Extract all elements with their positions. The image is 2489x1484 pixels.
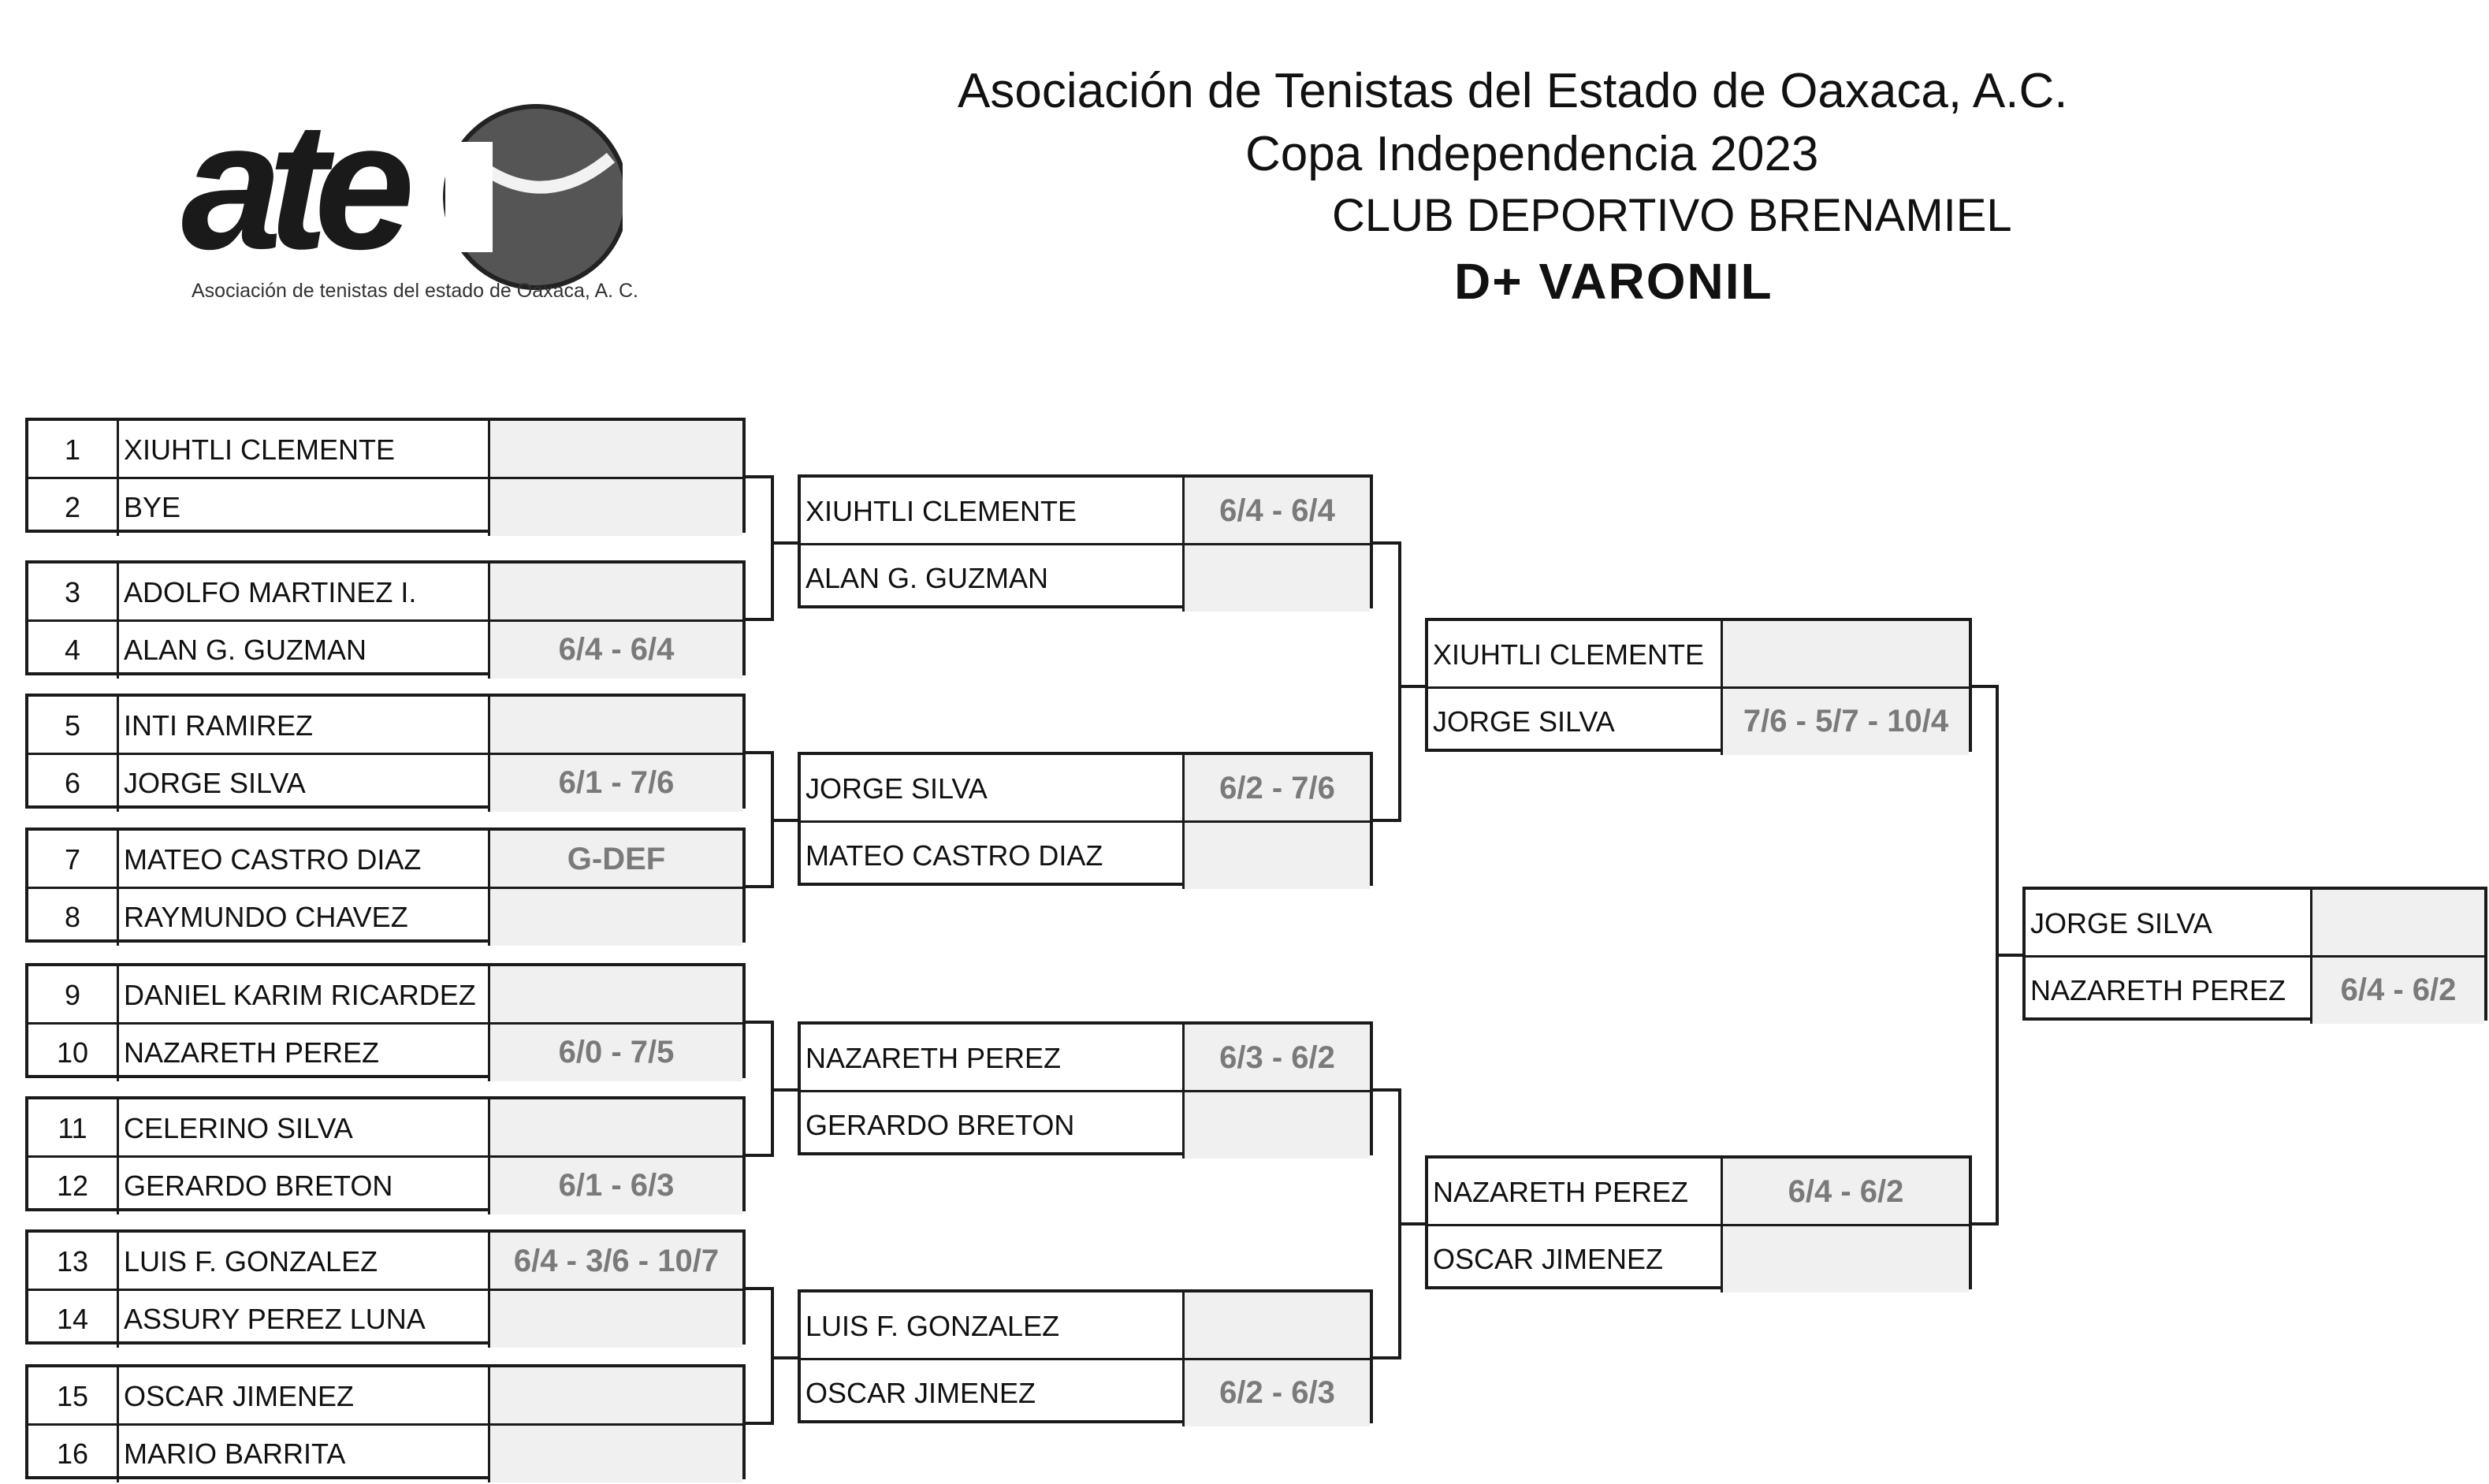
row-divider [2026, 955, 2484, 958]
seed-number: 9 [28, 966, 119, 1024]
bracket-connector [1373, 819, 1398, 822]
bracket-connector [1373, 1088, 1398, 1092]
tournament-title: Copa Independencia 2023 [1245, 127, 1819, 181]
match-box [25, 963, 746, 1078]
bracket-connector [1972, 685, 1996, 688]
player-row [28, 1290, 742, 1348]
row-divider [801, 820, 1370, 823]
match-score: 6/3 - 6/2 [1182, 1025, 1370, 1092]
player-row [801, 755, 1370, 822]
match-score [488, 1425, 742, 1482]
row-divider [28, 1423, 742, 1426]
match-score [488, 966, 742, 1024]
player-name: ADOLFO MARTINEZ I. [124, 575, 417, 608]
player-row [2026, 890, 2484, 957]
row-divider [801, 1090, 1370, 1092]
player-name: NAZARETH PEREZ [2030, 973, 2286, 1006]
player-row [28, 421, 742, 478]
player-row [28, 478, 742, 536]
match-box [2022, 887, 2487, 1021]
bracket-connector [746, 475, 771, 478]
match-box [25, 694, 746, 809]
match-score: 6/1 - 6/3 [488, 1157, 742, 1214]
row-divider [28, 887, 742, 889]
match-box [25, 828, 746, 943]
player-row [28, 621, 742, 679]
match-score [2310, 890, 2484, 957]
match-box [25, 1229, 746, 1345]
player-row [1428, 1159, 1969, 1226]
player-name: OSCAR JIMENEZ [1433, 1242, 1664, 1275]
bracket-connector [771, 819, 798, 822]
match-score [1182, 822, 1370, 889]
player-row [28, 1425, 742, 1482]
row-divider [28, 1022, 742, 1025]
player-name: XIUHTLI CLEMENTE [124, 433, 396, 466]
player-row [28, 831, 742, 888]
match-score [1182, 1292, 1370, 1359]
bracket-connector [746, 618, 771, 621]
bracket-connector [1972, 1222, 1996, 1226]
player-row [1428, 688, 1969, 755]
bracket-connector [746, 1287, 771, 1290]
player-row [801, 1092, 1370, 1159]
bracket-connector [1373, 541, 1398, 545]
player-name: NAZARETH PEREZ [1433, 1175, 1689, 1208]
player-row [28, 1233, 742, 1290]
player-name: GERARDO BRETON [124, 1169, 393, 1202]
player-row [801, 545, 1370, 612]
player-name: JORGE SILVA [2030, 906, 2212, 939]
match-score [488, 1367, 742, 1425]
player-name: JORGE SILVA [124, 766, 306, 799]
match-box [1425, 1155, 1972, 1289]
logo-text: ate [181, 95, 401, 287]
bracket-connector [771, 475, 774, 621]
match-score: 6/4 - 6/4 [1182, 478, 1370, 545]
logo-caption: Asociación de tenistas del estado de Oaxaca, A. C. [192, 280, 639, 302]
player-name: GERARDO BRETON [805, 1108, 1075, 1141]
match-box [798, 1021, 1373, 1155]
match-score: 7/6 - 5/7 - 10/4 [1721, 688, 1969, 755]
player-row [28, 888, 742, 946]
player-name: CELERINO SILVA [124, 1111, 353, 1144]
player-name: INTI RAMIREZ [124, 709, 313, 742]
row-divider [801, 543, 1370, 545]
row-divider [28, 1155, 742, 1158]
match-score [488, 697, 742, 754]
match-box [1425, 618, 1972, 752]
player-row [28, 697, 742, 754]
match-score [1721, 621, 1969, 688]
seed-number: 13 [28, 1233, 119, 1290]
match-box [25, 418, 746, 533]
match-score [488, 888, 742, 946]
match-score: 6/4 - 6/4 [488, 621, 742, 679]
row-divider [28, 619, 742, 622]
seed-number: 3 [28, 563, 119, 621]
player-row [28, 563, 742, 621]
player-name: XIUHTLI CLEMENTE [1433, 638, 1705, 671]
match-score [488, 478, 742, 536]
seed-number: 11 [28, 1099, 119, 1157]
seed-number: 5 [28, 697, 119, 754]
row-divider [1428, 686, 1969, 689]
player-row [1428, 1226, 1969, 1292]
match-box [798, 474, 1373, 608]
match-box [798, 752, 1373, 886]
match-score: 6/0 - 7/5 [488, 1024, 742, 1081]
category-title: D+ VARONIL [1454, 253, 1773, 310]
bracket-connector [746, 751, 771, 754]
match-score: G-DEF [488, 831, 742, 888]
bracket-connector [1398, 1222, 1425, 1226]
association-title: Asociación de Tenistas del Estado de Oaxaca, A.C. [958, 64, 2068, 118]
match-score [488, 563, 742, 621]
player-row [801, 1359, 1370, 1426]
bracket-connector [771, 1356, 798, 1359]
match-box [25, 560, 746, 675]
player-name: LUIS F. GONZALEZ [124, 1244, 378, 1278]
player-name: ASSURY PEREZ LUNA [124, 1302, 426, 1335]
player-name: RAYMUNDO CHAVEZ [124, 900, 408, 933]
player-name: XIUHTLI CLEMENTE [805, 494, 1077, 527]
player-row [801, 1292, 1370, 1359]
seed-number: 7 [28, 831, 119, 888]
match-box [798, 1289, 1373, 1423]
bracket-connector [746, 1422, 771, 1425]
player-name: BYE [124, 490, 181, 523]
seed-number: 16 [28, 1425, 119, 1482]
player-row [801, 1025, 1370, 1092]
bracket-connector [1398, 685, 1425, 688]
seed-number: 1 [28, 421, 119, 478]
tennis-ball-icon [445, 106, 623, 288]
player-name: NAZARETH PEREZ [124, 1036, 380, 1069]
match-score: 6/1 - 7/6 [488, 754, 742, 812]
seed-number: 8 [28, 888, 119, 946]
player-name: DANIEL KARIM RICARDEZ [124, 978, 476, 1011]
player-name: OSCAR JIMENEZ [805, 1376, 1036, 1409]
player-row [28, 1367, 742, 1425]
match-score: 6/4 - 6/2 [1721, 1159, 1969, 1226]
player-name: MARIO BARRITA [124, 1437, 346, 1470]
player-row [2026, 957, 2484, 1024]
bracket-connector [1373, 1356, 1398, 1359]
match-score [488, 1290, 742, 1348]
match-score: 6/2 - 7/6 [1182, 755, 1370, 822]
player-row [28, 1024, 742, 1081]
row-divider [801, 1358, 1370, 1360]
player-name: NAZARETH PEREZ [805, 1041, 1062, 1074]
bracket-connector [1398, 541, 1401, 822]
bracket-connector [771, 1088, 798, 1092]
bracket-connector [1996, 954, 2022, 957]
seed-number: 12 [28, 1157, 119, 1214]
seed-number: 2 [28, 478, 119, 536]
seed-number: 15 [28, 1367, 119, 1425]
player-row [28, 1157, 742, 1214]
row-divider [28, 753, 742, 755]
match-score [1182, 1092, 1370, 1159]
player-name: MATEO CASTRO DIAZ [124, 842, 422, 876]
row-divider [1428, 1224, 1969, 1226]
venue-title: CLUB DEPORTIVO BRENAMIEL [1332, 190, 2012, 241]
player-row [1428, 621, 1969, 688]
player-name: JORGE SILVA [1433, 705, 1615, 738]
match-box [25, 1364, 746, 1479]
seed-number: 4 [28, 621, 119, 679]
seed-number: 14 [28, 1290, 119, 1348]
match-score [1182, 545, 1370, 612]
bracket-connector [746, 885, 771, 888]
player-name: OSCAR JIMENEZ [124, 1379, 355, 1412]
row-divider [28, 477, 742, 479]
match-score [488, 1099, 742, 1157]
seed-number: 6 [28, 754, 119, 812]
seed-number: 10 [28, 1024, 119, 1081]
bracket-connector [746, 1154, 771, 1157]
player-name: ALAN G. GUZMAN [124, 633, 367, 666]
player-name: LUIS F. GONZALEZ [805, 1309, 1060, 1342]
player-row [28, 1099, 742, 1157]
player-row [801, 822, 1370, 889]
match-score: 6/4 - 6/2 [2310, 957, 2484, 1024]
match-score [488, 421, 742, 478]
match-box [25, 1096, 746, 1211]
bracket-connector [746, 1021, 771, 1024]
player-name: JORGE SILVA [805, 772, 988, 805]
row-divider [28, 1289, 742, 1291]
player-row [28, 754, 742, 812]
bracket-connector [771, 541, 798, 545]
match-score [1721, 1226, 1969, 1292]
player-name: MATEO CASTRO DIAZ [805, 839, 1103, 872]
player-row [801, 478, 1370, 545]
player-row [28, 966, 742, 1024]
match-score: 6/2 - 6/3 [1182, 1359, 1370, 1426]
match-score: 6/4 - 3/6 - 10/7 [488, 1233, 742, 1290]
player-name: ALAN G. GUZMAN [805, 561, 1049, 594]
